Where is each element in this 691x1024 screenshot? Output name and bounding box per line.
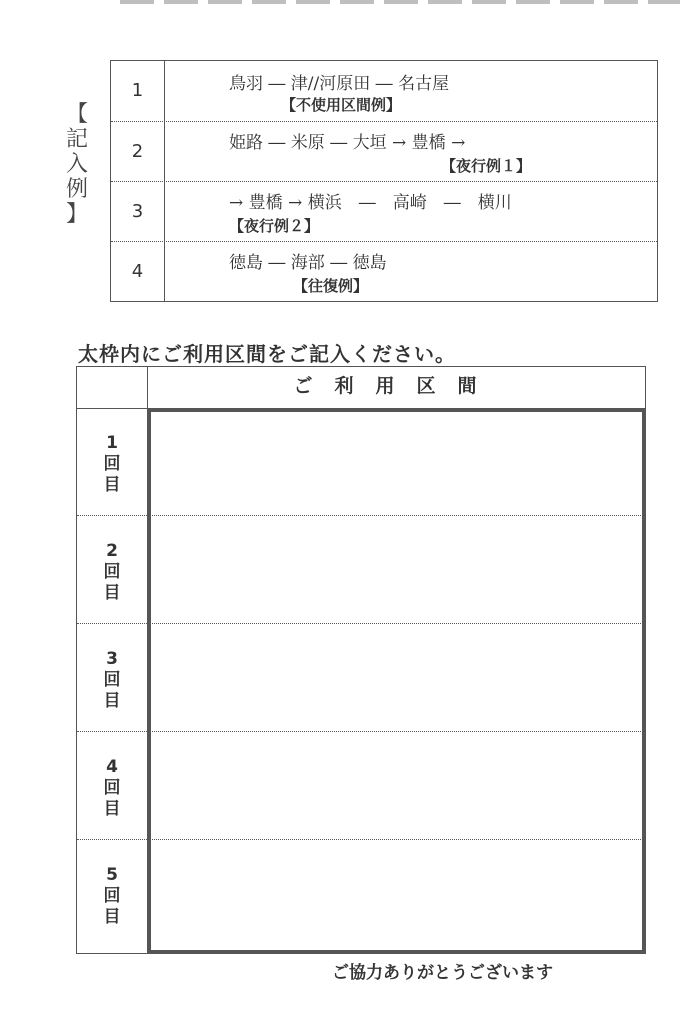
instruction-text: 太枠内にご利用区間をご記入ください。 — [78, 342, 456, 366]
example-table — [110, 60, 658, 302]
example-number: 3 — [131, 201, 144, 222]
example-row-3 — [111, 181, 657, 242]
example-section-label: 【 記 入 例 】 — [65, 102, 88, 227]
row-label-3: 3 回 目 — [103, 649, 121, 711]
example-row-1 — [111, 61, 657, 121]
example-number: 2 — [131, 141, 144, 162]
example-row-4 — [111, 241, 657, 302]
example-route: → 豊橋 → 横浜 ― 高崎 ― 横川 — [229, 193, 512, 213]
row-label-1: 1 回 目 — [103, 433, 121, 495]
example-tag: 【往復例】 — [293, 277, 369, 295]
example-route: 姫路 ― 米原 ― 大垣 → 豊橋 → — [229, 133, 466, 153]
row-label-5: 5 回 目 — [103, 865, 121, 927]
example-tag: 【夜行例１】 — [441, 157, 532, 175]
bold-entry-frame — [147, 408, 646, 954]
example-number: 1 — [131, 80, 144, 101]
usage-section-table — [76, 366, 646, 954]
row-label-4: 4 回 目 — [103, 757, 121, 819]
row-label-2: 2 回 目 — [103, 541, 121, 603]
example-tag: 【不使用区間例】 — [281, 96, 402, 114]
example-route: 鳥羽 ― 津//河原田 ― 名古屋 — [229, 74, 450, 94]
example-number: 4 — [131, 261, 144, 282]
example-row-2 — [111, 121, 657, 182]
example-tag: 【夜行例２】 — [229, 217, 320, 235]
thanks-text: ご協力ありがとうございます — [332, 963, 553, 983]
table-header: ご利用区間 — [293, 375, 499, 397]
example-route: 徳島 ― 海部 ― 徳島 — [229, 253, 387, 273]
top-edge-strip — [120, 0, 680, 4]
